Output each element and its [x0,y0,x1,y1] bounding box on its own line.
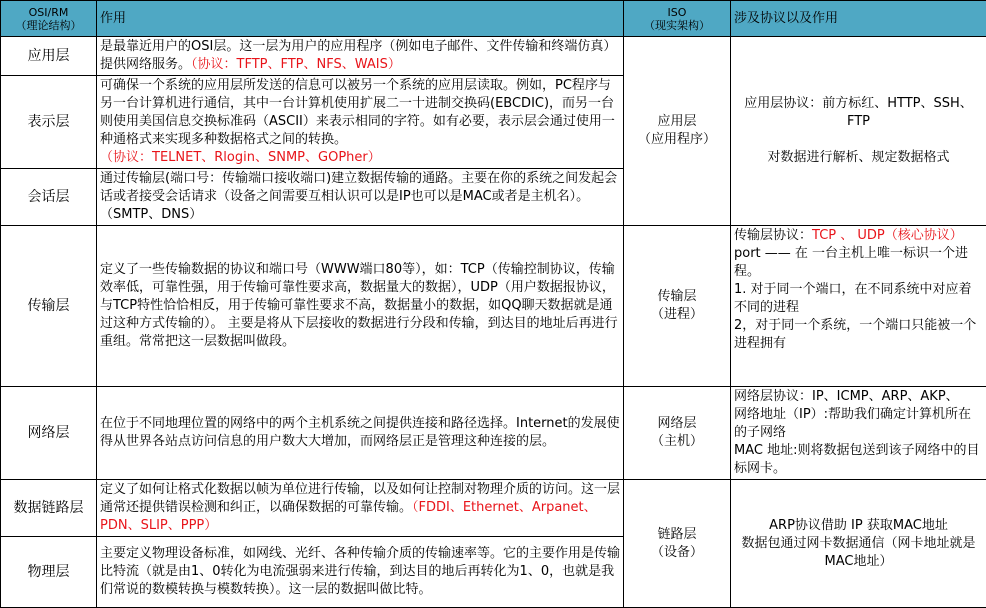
notes-network: 网络层协议：IP、ICMP、ARP、AKP、 网络地址（IP）:帮助我们确定计算机所在的子网络 MAC 地址:则将数据包送到该子网络中的目标网卡。 [731,387,986,480]
desc-physical: 主要定义物理设备标准，如网线、光纤、各种传输介质的传输速率等。它的主要作用是传输比特流（就是由1、0转化为电流强弱来进行传输，到达目的地后再转化为1、0，也就是我们常说的数模转换与模数转换）。这一层的数据叫做比特。 [97,537,624,608]
iso-network: 网络层 （主机） [624,387,731,480]
layer-network: 网络层 [1,387,97,480]
layer-session: 会话层 [1,169,97,226]
notes-transport-rest: port —— 在 一台主机上唯一标识一个进程。 1. 对于同一个端口，在不同系统中对应着不同的进程 2，对于同一个系统，一个端口只能被一个进程拥有 [734,245,983,353]
header-row [1,1,986,37]
notes-transport [731,226,986,387]
protocols-datalink: （FDDI、Ethernet、Arpanet、PDN、SLIP、PPP） [100,500,597,533]
row-transport [1,226,986,387]
header-iso: ISO （现实架构） [624,1,731,37]
header-protocols: 涉及协议以及作用 [731,1,986,37]
desc-transport: 定义了一些传输数据的协议和端口号（WWW端口80等），如：TCP（传输控制协议，传输效率低，可靠性强，用于传输可靠性要求高，数据量大的数据），UDP（用户数据报协议，与TCP特性恰恰相反，用于传输可靠性要求不高，数据量小的数据，如QQ聊天数据就是通过这种方式传输的）。 主要是将从下层接收的数据进行分段和传输，到达目的地址后再进行重组。常常把这一层数据叫做段。 [97,226,624,387]
layer-transport: 传输层 [1,226,97,387]
notes-link: ARP协议借助 IP 获取MAC地址 数据包通过网卡数据通信（网卡地址就是MAC地址） [731,480,986,608]
desc-application [97,37,624,76]
desc-network: 在位于不同地理位置的网络中的两个主机系统之间提供连接和路径选择。Internet的发展使得从世界各站点访问信息的用户数大大增加，而网络层正是管理这种连接的层。 [97,387,624,480]
iso-application: 应用层 （应用程序） [624,37,731,226]
notes-application [731,37,986,226]
desc-presentation-text: 可确保一个系统的应用层所发送的信息可以被另一个系统的应用层读取。例如，PC程序与另一台计算机进行通信，其中一台计算机使用扩展二一十进制交换码(EBCDIC)，而另一台则使用美国信息交换标准码（ASCII）来表示相同的字符。如有必要，表示层会通过使用一种通格式来实现多种数据格式之间的转换。 [100,78,615,147]
desc-application-text: 是最靠近用户的OSI层。这一层为用户的应用程序（例如电子邮件、文件传输和终端仿真）提供网络服务。 [100,39,616,72]
layer-datalink: 数据链路层 [1,480,97,537]
layer-presentation: 表示层 [1,76,97,169]
notes-transport-red: TCP 、 UDP（核心协议） [812,228,963,243]
row-network [1,387,986,480]
header-osi: OSI/RM （理论结构） [1,1,97,37]
desc-presentation [97,76,624,169]
desc-datalink [97,480,624,537]
row-datalink [1,480,986,537]
desc-datalink-text: 定义了如何让格式化数据以帧为单位进行传输，以及如何让控制对物理介质的访问。这一层通常还提供错误检测和纠正，以确保数据的可靠传输。 [100,482,620,515]
layer-physical: 物理层 [1,537,97,608]
protocols-presentation: （协议：TELNET、Rlogin、SNMP、GOPher） [100,150,381,165]
notes-application-line1: 应用层协议：前方标红、HTTP、SSH、FTP [734,95,983,131]
row-application [1,37,986,76]
header-function: 作用 [97,1,624,37]
protocols-application: （协议：TFTP、FTP、NFS、WAIS） [191,57,401,72]
iso-link: 链路层 （设备） [624,480,731,608]
desc-session: 通过传输层(端口号：传输端口接收端口)建立数据传输的通路。主要在你的系统之间发起会话或者接受会话请求（设备之间需要互相认识可以是IP也可以是MAC或者是主机名）。（SMTP、DNS） [97,169,624,226]
notes-transport-prefix: 传输层协议： [734,228,812,243]
notes-application-line2: 对数据进行解析、规定数据格式 [734,149,983,167]
layer-application: 应用层 [1,37,97,76]
iso-transport: 传输层 （进程） [624,226,731,387]
